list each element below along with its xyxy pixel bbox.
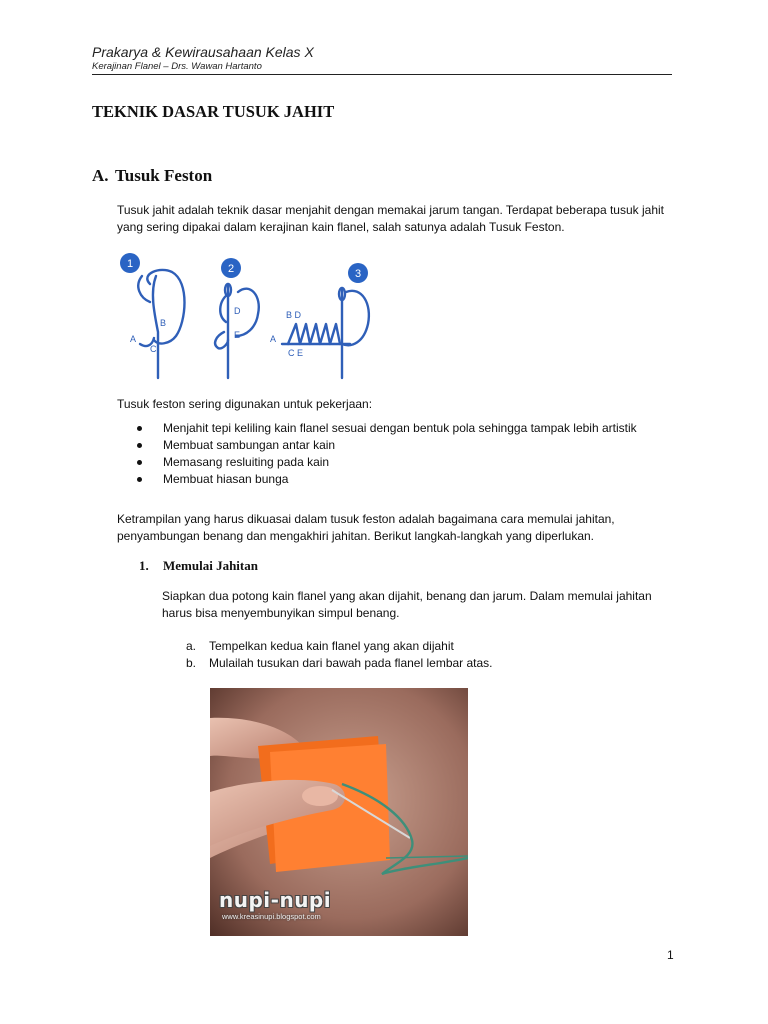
uses-list: [137, 420, 657, 488]
label-a-step1: A: [130, 334, 137, 344]
list-item: Memasang resluiting pada kain: [137, 454, 657, 471]
running-header-title: Prakarya & Kewirausahaan Kelas X: [92, 44, 314, 60]
document-title: TEKNIK DASAR TUSUK JAHIT: [92, 102, 335, 121]
intro-paragraph: Tusuk jahit adalah teknik dasar menjahit dengan memakai jarum tangan. Terdapat beberapa tusuk jahit yang sering dipakai dalam kerajinan kain flanel, salah satunya adalah Tusuk Feston.: [117, 203, 665, 234]
step3-stitch-row: [288, 324, 340, 344]
label-ce-step3: C E: [288, 348, 304, 358]
bullet-icon: [137, 460, 142, 465]
list-item: Membuat sambungan antar kain: [137, 437, 657, 454]
bullet-icon: [137, 426, 142, 431]
subsection-1-text: Siapkan dua potong kain flanel yang akan dijahit, benang dan jarum. Dalam memulai jahitan harus bisa menyembunyikan simpul benang.: [162, 589, 652, 620]
photo-watermark-url: www.kreasinupi.blogspot.com: [222, 912, 321, 921]
section-a-marker: A.: [92, 166, 109, 185]
subsection-1-heading: [139, 558, 258, 574]
uses-intro: Tusuk feston sering digunakan untuk pekerjaan:: [117, 397, 373, 411]
label-b-step1: B: [160, 318, 167, 328]
step-badge-3: [348, 263, 368, 283]
label-e-step2: E: [234, 330, 241, 340]
label-d-step2: D: [234, 306, 241, 316]
svg-text:3: 3: [354, 268, 362, 280]
subsection-1-marker: 1.: [139, 558, 149, 573]
svg-text:2: 2: [227, 263, 235, 275]
step-badge-2: [221, 258, 241, 278]
svg-text:1: 1: [126, 258, 134, 270]
feston-stitch-diagram: [110, 252, 390, 384]
step-badge-1: [120, 253, 140, 273]
section-a-heading: [92, 166, 212, 186]
photo-watermark: nupi-nupi: [219, 888, 332, 912]
list-item: Menjahit tepi keliling kain flanel sesuai dengan bentuk pola sehingga tampak lebih artistik: [137, 420, 657, 437]
list-item: b. Mulailah tusukan dari bawah pada flanel lembar atas.: [186, 656, 493, 670]
bullet-icon: [137, 443, 142, 448]
list-item: a. Tempelkan kedua kain flanel yang akan dijahit: [186, 639, 454, 653]
skills-paragraph: Ketrampilan yang harus dikuasai dalam tusuk feston adalah bagaimana cara memulai jahitan, penyambungan benang dan mengakhiri jahitan. Berikut langkah-langkah yang diperlukan.: [117, 512, 615, 543]
label-a-step3: A: [270, 334, 277, 344]
list-item: Membuat hiasan bunga: [137, 471, 657, 488]
running-header-subtitle: Kerajinan Flanel – Drs. Wawan Hartanto: [92, 61, 262, 72]
label-c-step1: C: [150, 344, 157, 354]
header-divider: [92, 74, 672, 75]
page-number: 1: [667, 948, 674, 962]
steps-list: [186, 638, 646, 672]
step3-thread-loop: [342, 291, 369, 345]
subsection-1-title: Memulai Jahitan: [163, 558, 258, 573]
label-bd-step3: B D: [286, 310, 302, 320]
bullet-icon: [137, 477, 142, 482]
section-a-title: Tusuk Feston: [115, 166, 213, 185]
step1-needle: [153, 276, 158, 378]
